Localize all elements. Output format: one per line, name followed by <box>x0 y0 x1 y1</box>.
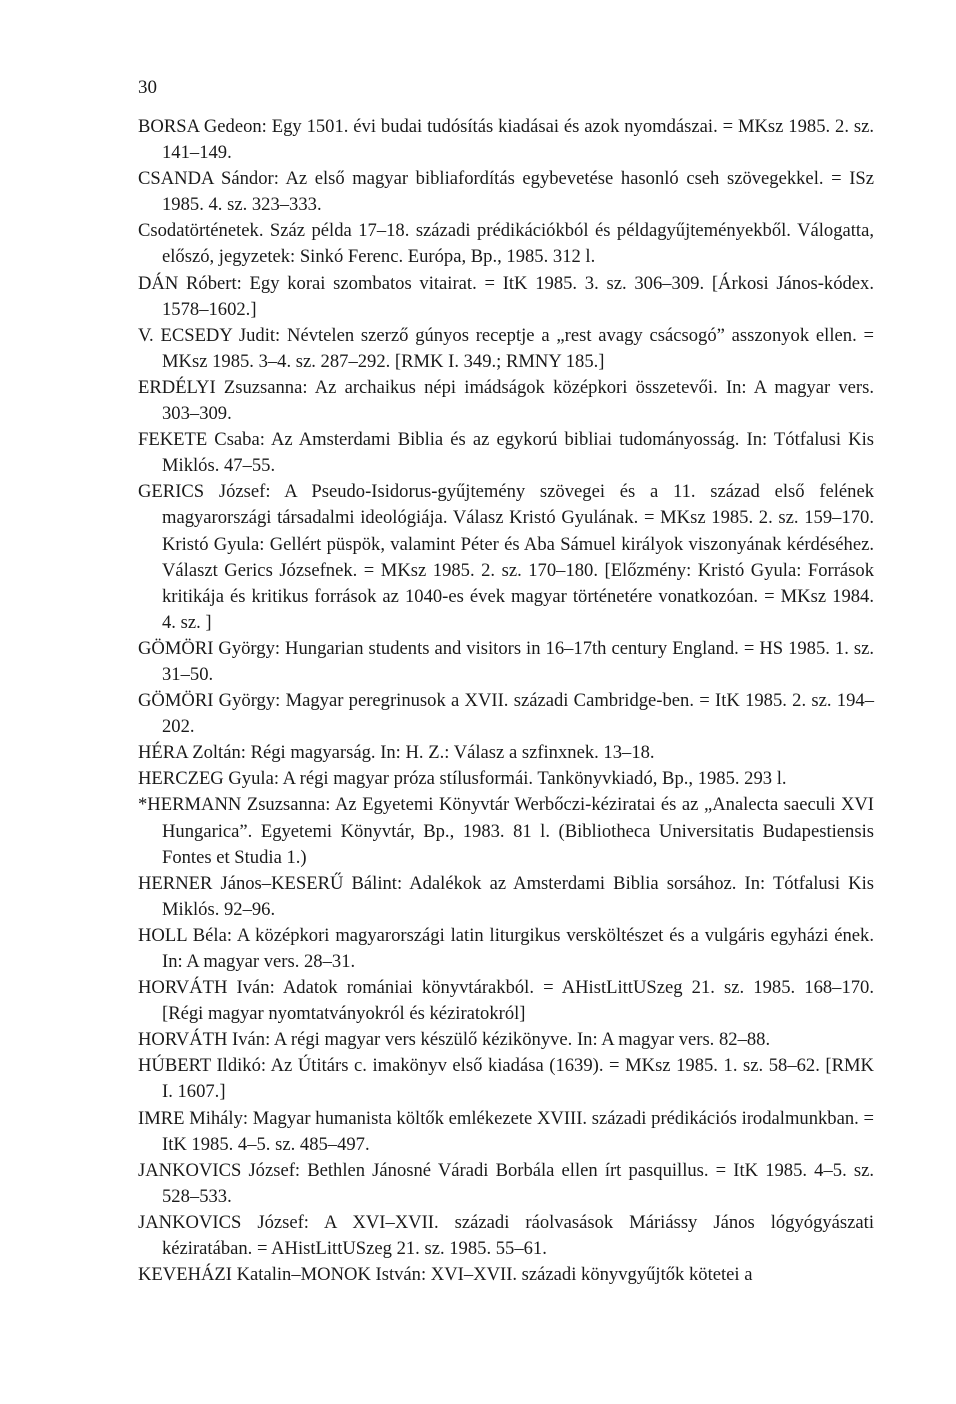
bibliography-entry: CSANDA Sándor: Az első magyar bibliafordítás egybevetése hasonló cseh szövegekkel. = ISz 1985. 4. sz. 323–333. <box>138 168 874 216</box>
bibliography-entry: GÖMÖRI György: Hungarian students and visitors in 16–17th century England. = HS 1985. 1. sz. 31–50. <box>138 637 874 685</box>
bibliography-entry: HOLL Béla: A középkori magyarországi latin liturgikus versköltészet és a vulgáris egyházi ének. In: A magyar vers. 28–31. <box>138 924 874 972</box>
bibliography-entry: HERCZEG Gyula: A régi magyar próza stílusformái. Tankönyvkiadó, Bp., 1985. 293 l. <box>138 768 787 790</box>
bibliography-entry: GERICS József: A Pseudo-Isidorus-gyűjtemény szövegei és a 11. század első felének magyarországi társadalmi ideológiája. Válasz Kristó Gyulának. = MKsz 1985. 2. sz. 159–170. Kristó Gyula: Gellért püspök, valamint Péter és Aba Sámuel királyok viszonyának kérdéséhez. Választ Gerics Józsefnek. = MKsz 1985. 2. sz. 170–180. [Előzmény: Kristó Gyula: Források kritikája és kritikus források az 1040-es évek magyar történetére vonatkozóan. = MKsz 1984. 4. sz. ] <box>138 481 874 633</box>
bibliography-entry: V. ECSEDY Judit: Névtelen szerző gúnyos receptje a „rest avagy csácsogó” asszonyok ellen. = MKsz 1985. 3–4. sz. 287–292. [RMK I. 349.; RMNY 185.] <box>138 324 874 372</box>
bibliography-entry: JANKOVICS József: Bethlen Jánosné Váradi Borbála ellen írt pasquillus. = ItK 1985. 4–5. sz. 528–533. <box>138 1159 874 1207</box>
bibliography-entry: HORVÁTH Iván: A régi magyar vers készülő kézikönyve. In: A magyar vers. 82–88. <box>138 1029 771 1051</box>
bibliography-entry: Csodatörténetek. Száz példa 17–18. századi prédikációkból és példagyűjteményekből. Válogatta, előszó, jegyzetek: Sinkó Ferenc. Európa, Bp., 1985. 312 l. <box>138 220 874 268</box>
bibliography-entry: JANKOVICS József: A XVI–XVII. századi ráolvasások Máriássy János lógyógyászati kéziratában. = AHistLittUSzeg 21. sz. 1985. 55–61. <box>138 1211 874 1260</box>
bibliography-entry: HÚBERT Ildikó: Az Útitárs c. imakönyv első kiadása (1639). = MKsz 1985. 1. sz. 58–62. [RMK I. 1607.] <box>138 1055 874 1103</box>
bibliography-entry: KEVEHÁZI Katalin–MONOK István: XVI–XVII. századi könyvgyűjtők kötetei a <box>138 1264 753 1286</box>
bibliography-entry: HERNER János–KESERŰ Bálint: Adalékok az Amsterdami Biblia sorsához. In: Tótfalusi Kis Miklós. 92–96. <box>138 872 874 920</box>
bibliography-entry: DÁN Róbert: Egy korai szombatos vitairat. = ItK 1985. 3. sz. 306–309. [Árkosi János-kódex. 1578–1602.] <box>138 272 874 320</box>
bibliography-entry: HORVÁTH Iván: Adatok romániai könyvtárakból. = AHistLittUSzeg 21. sz. 1985. 168–170. [Régi magyar nyomtatványokról és kéziratokról] <box>138 977 874 1025</box>
bibliography-entry: HÉRA Zoltán: Régi magyarság. In: H. Z.: Válasz a szfinxnek. 13–18. <box>138 742 655 764</box>
bibliography-list <box>138 114 874 1288</box>
bibliography-entry: *HERMANN Zsuzsanna: Az Egyetemi Könyvtár Werbőczi-kéziratai és az „Analecta saeculi XVI Hungarica”. Egyetemi Könyvtár, Bp., 1983. 81 l. (Bibliotheca Universitatis Budapestiensis Fontes et Studia 1.) <box>138 794 874 868</box>
bibliography-entry: IMRE Mihály: Magyar humanista költők emlékezete XVIII. századi prédikációs irodalmunkban. = ItK 1985. 4–5. sz. 485–497. <box>138 1107 874 1155</box>
bibliography-entry: GÖMÖRI György: Magyar peregrinusok a XVII. századi Cambridge-ben. = ItK 1985. 2. sz. 194–202. <box>138 690 874 738</box>
bibliography-entry: BORSA Gedeon: Egy 1501. évi budai tudósítás kiadásai és azok nyomdászai. = MKsz 1985. 2. sz. 141–149. <box>138 116 874 164</box>
bibliography-entry: FEKETE Csaba: Az Amsterdami Biblia és az egykorú bibliai tudományosság. In: Tótfalusi Kis Miklós. 47–55. <box>138 429 874 477</box>
bibliography-entry: ERDÉLYI Zsuzsanna: Az archaikus népi imádságok középkori összetevői. In: A magyar vers. 303–309. <box>138 376 874 425</box>
page-number: 30 <box>138 77 157 98</box>
